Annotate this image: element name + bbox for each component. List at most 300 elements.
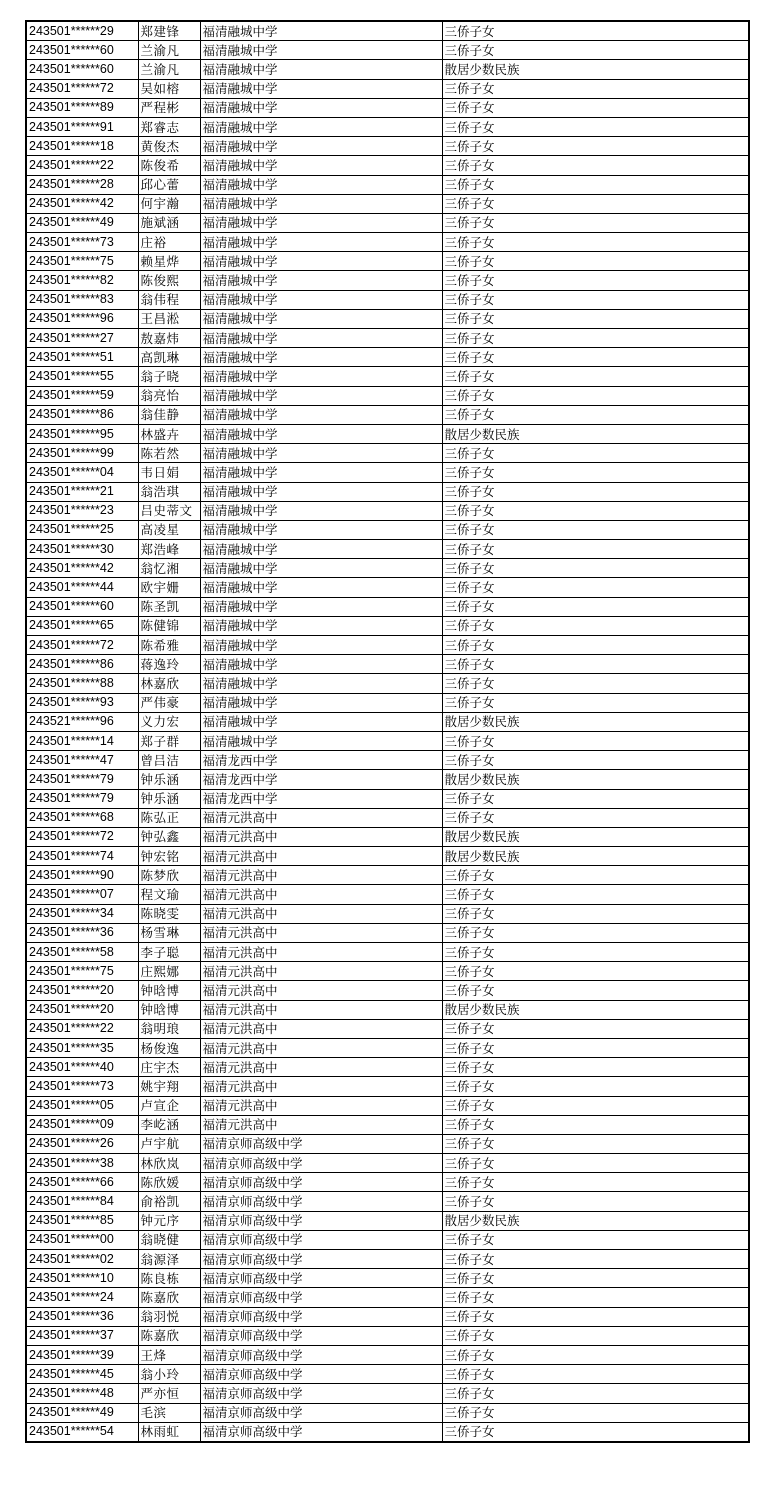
exam-id-cell: 243501******84 [26, 1192, 138, 1211]
student-name-cell: 王昌淞 [138, 309, 200, 328]
exam-id-cell: 243501******79 [26, 770, 138, 789]
school-cell: 福清元洪高中 [200, 1096, 442, 1115]
school-cell: 福清融城中学 [200, 21, 442, 41]
student-name-cell: 陈健锦 [138, 616, 200, 635]
exam-id-cell: 243501******90 [26, 866, 138, 885]
exam-id-cell: 243501******96 [26, 309, 138, 328]
student-name-cell: 钟弘鑫 [138, 827, 200, 846]
category-cell: 三侨子女 [442, 674, 749, 693]
exam-id-cell: 243501******18 [26, 137, 138, 156]
table-row [26, 847, 749, 866]
category-cell: 三侨子女 [442, 21, 749, 41]
school-cell: 福清元洪高中 [200, 1000, 442, 1019]
exam-id-cell: 243501******22 [26, 1019, 138, 1038]
school-cell: 福清融城中学 [200, 693, 442, 712]
school-cell: 福清元洪高中 [200, 1077, 442, 1096]
category-cell: 三侨子女 [442, 444, 749, 463]
student-name-cell: 林盛卉 [138, 424, 200, 443]
category-cell: 三侨子女 [442, 1365, 749, 1384]
student-name-cell: 林欣岚 [138, 1154, 200, 1173]
exam-id-cell: 243501******55 [26, 367, 138, 386]
category-cell: 三侨子女 [442, 175, 749, 194]
exam-id-cell: 243501******73 [26, 1077, 138, 1096]
student-name-cell: 何宇瀚 [138, 194, 200, 213]
table-row [26, 1019, 749, 1038]
exam-id-cell: 243501******88 [26, 674, 138, 693]
student-name-cell: 俞裕凯 [138, 1192, 200, 1211]
category-cell: 三侨子女 [442, 789, 749, 808]
school-cell: 福清融城中学 [200, 271, 442, 290]
school-cell: 福清元洪高中 [200, 808, 442, 827]
category-cell: 三侨子女 [442, 271, 749, 290]
student-name-cell: 蒋逸玲 [138, 655, 200, 674]
table-row [26, 1154, 749, 1173]
school-cell: 福清京师高级中学 [200, 1288, 442, 1307]
student-name-cell: 陈俊希 [138, 156, 200, 175]
table-row [26, 98, 749, 117]
table-row [26, 79, 749, 98]
category-cell: 三侨子女 [442, 559, 749, 578]
school-cell: 福清融城中学 [200, 194, 442, 213]
category-cell: 三侨子女 [442, 137, 749, 156]
table-row [26, 1000, 749, 1019]
category-cell: 三侨子女 [442, 616, 749, 635]
school-cell: 福清融城中学 [200, 501, 442, 520]
category-cell: 三侨子女 [442, 1250, 749, 1269]
table-row [26, 1173, 749, 1192]
table-row [26, 1384, 749, 1403]
student-name-cell: 李子聪 [138, 943, 200, 962]
student-name-cell: 庄宇杰 [138, 1058, 200, 1077]
category-cell: 三侨子女 [442, 751, 749, 770]
school-cell: 福清京师高级中学 [200, 1326, 442, 1345]
school-cell: 福清融城中学 [200, 117, 442, 136]
school-cell: 福清融城中学 [200, 348, 442, 367]
exam-id-cell: 243501******30 [26, 540, 138, 559]
category-cell: 三侨子女 [442, 1422, 749, 1442]
student-name-cell: 姚宇翔 [138, 1077, 200, 1096]
table-row [26, 1403, 749, 1422]
school-cell: 福清融城中学 [200, 386, 442, 405]
exam-id-cell: 243501******91 [26, 117, 138, 136]
student-name-cell: 翁忆湘 [138, 559, 200, 578]
category-cell: 三侨子女 [442, 309, 749, 328]
table-row [26, 636, 749, 655]
category-cell: 三侨子女 [442, 1269, 749, 1288]
exam-id-cell: 243501******66 [26, 1173, 138, 1192]
student-name-cell: 翁佳静 [138, 405, 200, 424]
category-cell: 三侨子女 [442, 329, 749, 348]
school-cell: 福清融城中学 [200, 79, 442, 98]
school-cell: 福清龙西中学 [200, 789, 442, 808]
student-name-cell: 钟晗博 [138, 1000, 200, 1019]
category-cell: 三侨子女 [442, 79, 749, 98]
student-name-cell: 陈梦欣 [138, 866, 200, 885]
category-cell: 三侨子女 [442, 348, 749, 367]
table-row [26, 1038, 749, 1057]
table-row [26, 1307, 749, 1326]
exam-id-cell: 243501******65 [26, 616, 138, 635]
exam-id-cell: 243501******48 [26, 1384, 138, 1403]
exam-id-cell: 243501******54 [26, 1422, 138, 1442]
category-cell: 散居少数民族 [442, 1211, 749, 1230]
student-name-cell: 陈嘉欣 [138, 1288, 200, 1307]
exam-id-cell: 243501******95 [26, 424, 138, 443]
school-cell: 福清融城中学 [200, 424, 442, 443]
table-row [26, 1422, 749, 1442]
student-name-cell: 庄裕 [138, 233, 200, 252]
table-row [26, 1115, 749, 1134]
school-cell: 福清融城中学 [200, 636, 442, 655]
table-row [26, 309, 749, 328]
category-cell: 三侨子女 [442, 1230, 749, 1249]
student-name-cell: 兰渝凡 [138, 41, 200, 60]
school-cell: 福清京师高级中学 [200, 1250, 442, 1269]
exam-id-cell: 243501******83 [26, 290, 138, 309]
school-cell: 福清融城中学 [200, 329, 442, 348]
exam-id-cell: 243501******07 [26, 885, 138, 904]
category-cell: 三侨子女 [442, 213, 749, 232]
table-row [26, 751, 749, 770]
student-name-cell: 敖嘉炜 [138, 329, 200, 348]
exam-id-cell: 243501******26 [26, 1134, 138, 1153]
exam-id-cell: 243501******39 [26, 1345, 138, 1364]
exam-id-cell: 243501******59 [26, 386, 138, 405]
exam-id-cell: 243501******82 [26, 271, 138, 290]
exam-id-cell: 243501******72 [26, 79, 138, 98]
school-cell: 福清融城中学 [200, 540, 442, 559]
student-name-cell: 杨俊逸 [138, 1038, 200, 1057]
category-cell: 三侨子女 [442, 367, 749, 386]
school-cell: 福清京师高级中学 [200, 1384, 442, 1403]
exam-id-cell: 243501******72 [26, 636, 138, 655]
school-cell: 福清京师高级中学 [200, 1403, 442, 1422]
school-cell: 福清融城中学 [200, 137, 442, 156]
exam-id-cell: 243501******49 [26, 213, 138, 232]
student-name-cell: 毛滨 [138, 1403, 200, 1422]
school-cell: 福清融城中学 [200, 175, 442, 194]
exam-id-cell: 243501******28 [26, 175, 138, 194]
school-cell: 福清京师高级中学 [200, 1192, 442, 1211]
student-name-cell: 林嘉欣 [138, 674, 200, 693]
school-cell: 福清元洪高中 [200, 866, 442, 885]
category-cell: 三侨子女 [442, 41, 749, 60]
table-row [26, 885, 749, 904]
student-name-cell: 程文瑜 [138, 885, 200, 904]
table-row [26, 367, 749, 386]
student-name-cell: 严程彬 [138, 98, 200, 117]
school-cell: 福清融城中学 [200, 731, 442, 750]
student-name-cell: 李屹涵 [138, 1115, 200, 1134]
school-cell: 福清融城中学 [200, 309, 442, 328]
category-cell: 三侨子女 [442, 482, 749, 501]
category-cell: 三侨子女 [442, 1077, 749, 1096]
student-name-cell: 郑子群 [138, 731, 200, 750]
table-row [26, 482, 749, 501]
category-cell: 三侨子女 [442, 405, 749, 424]
school-cell: 福清京师高级中学 [200, 1269, 442, 1288]
table-row [26, 137, 749, 156]
student-name-cell: 庄熙娜 [138, 962, 200, 981]
table-row [26, 789, 749, 808]
student-name-cell: 翁明琅 [138, 1019, 200, 1038]
exam-id-cell: 243501******20 [26, 981, 138, 1000]
exam-id-cell: 243521******96 [26, 712, 138, 731]
table-row [26, 290, 749, 309]
table-row [26, 1211, 749, 1230]
student-name-cell: 钟宏铭 [138, 847, 200, 866]
exam-id-cell: 243501******24 [26, 1288, 138, 1307]
school-cell: 福清京师高级中学 [200, 1422, 442, 1442]
category-cell: 散居少数民族 [442, 1000, 749, 1019]
table-row [26, 1288, 749, 1307]
school-cell: 福清融城中学 [200, 60, 442, 79]
table-row [26, 1077, 749, 1096]
exam-id-cell: 243501******49 [26, 1403, 138, 1422]
school-cell: 福清元洪高中 [200, 885, 442, 904]
category-cell: 三侨子女 [442, 156, 749, 175]
table-row [26, 213, 749, 232]
student-name-cell: 翁小玲 [138, 1365, 200, 1384]
student-name-cell: 高凌星 [138, 520, 200, 539]
table-row [26, 866, 749, 885]
table-row [26, 1365, 749, 1384]
student-name-cell: 义力宏 [138, 712, 200, 731]
student-name-cell: 陈若然 [138, 444, 200, 463]
school-cell: 福清元洪高中 [200, 1115, 442, 1134]
category-cell: 散居少数民族 [442, 712, 749, 731]
category-cell: 三侨子女 [442, 923, 749, 942]
category-cell: 散居少数民族 [442, 60, 749, 79]
exam-id-cell: 243501******38 [26, 1154, 138, 1173]
exam-id-cell: 243501******42 [26, 194, 138, 213]
roster-sheet [25, 20, 748, 1443]
exam-id-cell: 243501******60 [26, 597, 138, 616]
table-row [26, 117, 749, 136]
student-name-cell: 钟乐涵 [138, 789, 200, 808]
exam-id-cell: 243501******79 [26, 789, 138, 808]
exam-id-cell: 243501******10 [26, 1269, 138, 1288]
school-cell: 福清融城中学 [200, 559, 442, 578]
exam-id-cell: 243501******21 [26, 482, 138, 501]
exam-id-cell: 243501******09 [26, 1115, 138, 1134]
category-cell: 三侨子女 [442, 540, 749, 559]
student-name-cell: 翁晓健 [138, 1230, 200, 1249]
category-cell: 三侨子女 [442, 463, 749, 482]
category-cell: 三侨子女 [442, 655, 749, 674]
student-name-cell: 翁源泽 [138, 1250, 200, 1269]
exam-id-cell: 243501******02 [26, 1250, 138, 1269]
category-cell: 散居少数民族 [442, 827, 749, 846]
exam-id-cell: 243501******04 [26, 463, 138, 482]
table-row [26, 21, 749, 41]
student-name-cell: 陈晓雯 [138, 904, 200, 923]
category-cell: 三侨子女 [442, 290, 749, 309]
school-cell: 福清京师高级中学 [200, 1211, 442, 1230]
exam-id-cell: 243501******25 [26, 520, 138, 539]
student-name-cell: 钟乐涵 [138, 770, 200, 789]
table-row [26, 1250, 749, 1269]
exam-id-cell: 243501******72 [26, 827, 138, 846]
school-cell: 福清元洪高中 [200, 1019, 442, 1038]
category-cell: 三侨子女 [442, 1038, 749, 1057]
student-name-cell: 翁子晓 [138, 367, 200, 386]
exam-id-cell: 243501******37 [26, 1326, 138, 1345]
exam-id-cell: 243501******36 [26, 1307, 138, 1326]
student-name-cell: 郑睿志 [138, 117, 200, 136]
exam-id-cell: 243501******42 [26, 559, 138, 578]
table-row [26, 827, 749, 846]
table-row [26, 943, 749, 962]
exam-id-cell: 243501******85 [26, 1211, 138, 1230]
student-name-cell: 翁羽悦 [138, 1307, 200, 1326]
category-cell: 三侨子女 [442, 117, 749, 136]
category-cell: 三侨子女 [442, 731, 749, 750]
student-name-cell: 韦日娟 [138, 463, 200, 482]
category-cell: 三侨子女 [442, 1019, 749, 1038]
exam-id-cell: 243501******58 [26, 943, 138, 962]
student-name-cell: 翁伟程 [138, 290, 200, 309]
student-roster-table [25, 20, 750, 1443]
table-row [26, 731, 749, 750]
category-cell: 散居少数民族 [442, 424, 749, 443]
category-cell: 三侨子女 [442, 1096, 749, 1115]
category-cell: 三侨子女 [442, 808, 749, 827]
category-cell: 三侨子女 [442, 693, 749, 712]
exam-id-cell: 243501******99 [26, 444, 138, 463]
exam-id-cell: 243501******40 [26, 1058, 138, 1077]
student-name-cell: 黄俊杰 [138, 137, 200, 156]
exam-id-cell: 243501******60 [26, 60, 138, 79]
exam-id-cell: 243501******75 [26, 252, 138, 271]
exam-id-cell: 243501******22 [26, 156, 138, 175]
school-cell: 福清龙西中学 [200, 770, 442, 789]
school-cell: 福清龙西中学 [200, 751, 442, 770]
table-row [26, 348, 749, 367]
student-name-cell: 郑建锋 [138, 21, 200, 41]
table-row [26, 540, 749, 559]
student-name-cell: 翁浩琪 [138, 482, 200, 501]
student-name-cell: 严亦恒 [138, 1384, 200, 1403]
exam-id-cell: 243501******47 [26, 751, 138, 770]
category-cell: 三侨子女 [442, 1307, 749, 1326]
school-cell: 福清融城中学 [200, 252, 442, 271]
category-cell: 散居少数民族 [442, 847, 749, 866]
student-name-cell: 陈俊熙 [138, 271, 200, 290]
table-row [26, 597, 749, 616]
student-name-cell: 严伟豪 [138, 693, 200, 712]
school-cell: 福清元洪高中 [200, 923, 442, 942]
table-row [26, 252, 749, 271]
school-cell: 福清元洪高中 [200, 1038, 442, 1057]
exam-id-cell: 243501******74 [26, 847, 138, 866]
exam-id-cell: 243501******05 [26, 1096, 138, 1115]
student-name-cell: 高凯琳 [138, 348, 200, 367]
school-cell: 福清元洪高中 [200, 962, 442, 981]
exam-id-cell: 243501******60 [26, 41, 138, 60]
category-cell: 三侨子女 [442, 1115, 749, 1134]
student-name-cell: 施斌涵 [138, 213, 200, 232]
student-name-cell: 曾吕洁 [138, 751, 200, 770]
school-cell: 福清京师高级中学 [200, 1173, 442, 1192]
student-name-cell: 赖星烨 [138, 252, 200, 271]
exam-id-cell: 243501******86 [26, 405, 138, 424]
table-row [26, 444, 749, 463]
table-row [26, 578, 749, 597]
roster-body [26, 21, 749, 1442]
category-cell: 三侨子女 [442, 1345, 749, 1364]
category-cell: 散居少数民族 [442, 770, 749, 789]
category-cell: 三侨子女 [442, 866, 749, 885]
student-name-cell: 钟晗博 [138, 981, 200, 1000]
student-name-cell: 陈希雅 [138, 636, 200, 655]
exam-id-cell: 243501******75 [26, 962, 138, 981]
exam-id-cell: 243501******44 [26, 578, 138, 597]
table-row [26, 175, 749, 194]
school-cell: 福清京师高级中学 [200, 1230, 442, 1249]
exam-id-cell: 243501******45 [26, 1365, 138, 1384]
school-cell: 福清京师高级中学 [200, 1154, 442, 1173]
exam-id-cell: 243501******00 [26, 1230, 138, 1249]
category-cell: 三侨子女 [442, 597, 749, 616]
table-row [26, 559, 749, 578]
school-cell: 福清京师高级中学 [200, 1134, 442, 1153]
school-cell: 福清融城中学 [200, 290, 442, 309]
student-name-cell: 陈良栋 [138, 1269, 200, 1288]
school-cell: 福清元洪高中 [200, 827, 442, 846]
category-cell: 三侨子女 [442, 194, 749, 213]
table-row [26, 981, 749, 1000]
school-cell: 福清融城中学 [200, 98, 442, 117]
table-row [26, 1269, 749, 1288]
category-cell: 三侨子女 [442, 252, 749, 271]
table-row [26, 156, 749, 175]
exam-id-cell: 243501******86 [26, 655, 138, 674]
category-cell: 三侨子女 [442, 943, 749, 962]
table-row [26, 386, 749, 405]
table-row [26, 1326, 749, 1345]
category-cell: 三侨子女 [442, 1384, 749, 1403]
school-cell: 福清融城中学 [200, 712, 442, 731]
school-cell: 福清融城中学 [200, 213, 442, 232]
exam-id-cell: 243501******27 [26, 329, 138, 348]
category-cell: 三侨子女 [442, 1403, 749, 1422]
category-cell: 三侨子女 [442, 1288, 749, 1307]
table-row [26, 655, 749, 674]
exam-id-cell: 243501******73 [26, 233, 138, 252]
student-name-cell: 杨雪琳 [138, 923, 200, 942]
exam-id-cell: 243501******14 [26, 731, 138, 750]
exam-id-cell: 243501******34 [26, 904, 138, 923]
table-row [26, 712, 749, 731]
school-cell: 福清融城中学 [200, 616, 442, 635]
school-cell: 福清融城中学 [200, 156, 442, 175]
category-cell: 三侨子女 [442, 520, 749, 539]
exam-id-cell: 243501******68 [26, 808, 138, 827]
table-row [26, 1058, 749, 1077]
table-row [26, 60, 749, 79]
table-row [26, 424, 749, 443]
student-name-cell: 郑浩峰 [138, 540, 200, 559]
table-row [26, 463, 749, 482]
table-row [26, 1134, 749, 1153]
student-name-cell: 卢宣企 [138, 1096, 200, 1115]
table-row [26, 808, 749, 827]
table-row [26, 329, 749, 348]
category-cell: 三侨子女 [442, 1326, 749, 1345]
table-row [26, 616, 749, 635]
school-cell: 福清融城中学 [200, 444, 442, 463]
